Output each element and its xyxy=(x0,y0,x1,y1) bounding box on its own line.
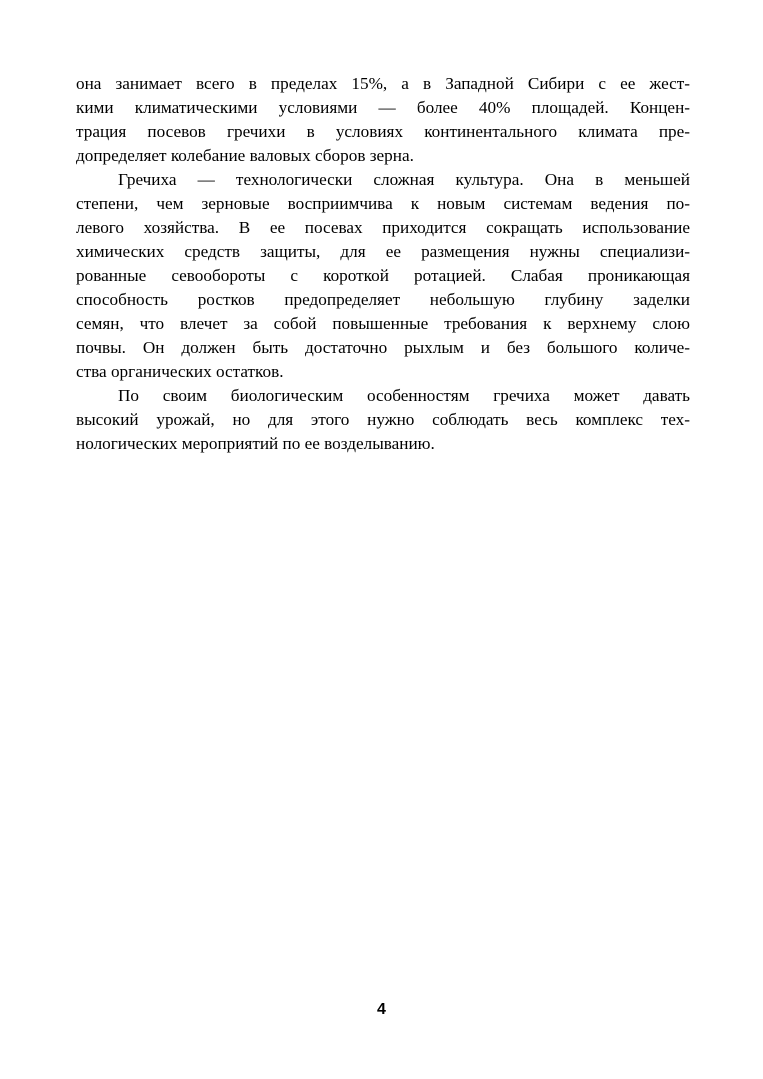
text-line: способность ростков предопределяет небольшую глубину заделки xyxy=(76,290,690,309)
text-line: кими климатическими условиями — более 40% площадей. Концен- xyxy=(76,98,690,117)
text-line: левого хозяйства. В ее посевах приходится сокращать использование xyxy=(76,218,690,237)
body-text xyxy=(76,72,690,456)
text-line: рованные севообороты с короткой ротацией. Слабая проникающая xyxy=(76,266,690,285)
text-line: степени, чем зерновые восприимчива к новым системам ведения по- xyxy=(76,194,690,213)
text-line: высокий урожай, но для этого нужно соблюдать весь комплекс тех- xyxy=(76,410,690,429)
page-number: 4 xyxy=(377,1001,386,1018)
text-line: Гречиха — технологически сложная культура. Она в меньшей xyxy=(118,170,690,189)
text-line: ства органических остатков. xyxy=(76,362,284,381)
text-line: нологических мероприятий по ее возделыванию. xyxy=(76,434,435,453)
paragraph-3 xyxy=(76,384,690,456)
text-line: допределяет колебание валовых сборов зерна. xyxy=(76,146,414,165)
text-line: трация посевов гречихи в условиях континентального климата пре- xyxy=(76,122,690,141)
text-line: она занимает всего в пределах 15%, а в Западной Сибири с ее жест- xyxy=(76,74,690,93)
text-line: почвы. Он должен быть достаточно рыхлым и без большого количе- xyxy=(76,338,690,357)
text-line: По своим биологическим особенностям гречиха может давать xyxy=(118,386,690,405)
text-line: семян, что влечет за собой повышенные требования к верхнему слою xyxy=(76,314,690,333)
paragraph-1 xyxy=(76,72,690,168)
text-line: химических средств защиты, для ее размещения нужны специализи- xyxy=(76,242,690,261)
paragraph-2 xyxy=(76,168,690,384)
